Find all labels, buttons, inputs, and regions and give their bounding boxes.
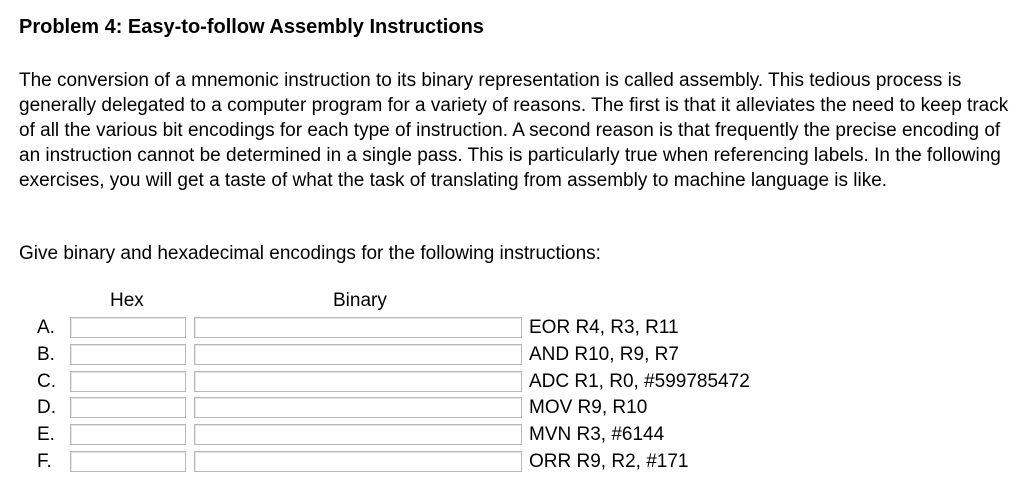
binary-input-c[interactable] [194, 371, 522, 392]
answer-table [0, 315, 1024, 476]
row-letter: A. [37, 317, 55, 338]
binary-input-d[interactable] [194, 397, 522, 418]
answer-row-b [0, 342, 1024, 369]
answer-row-c [0, 369, 1024, 396]
binary-input-e[interactable] [194, 424, 522, 445]
instruction-text: MOV R9, R10 [529, 397, 648, 419]
instruction-text: ORR R9, R2, #171 [529, 450, 689, 472]
row-letter: C. [37, 370, 56, 392]
row-letter: B. [37, 343, 55, 365]
instructions-prompt: Give binary and hexadecimal encodings for the following instructions: [19, 243, 601, 264]
binary-column-header: Binary [333, 290, 387, 311]
binary-input-a[interactable] [194, 317, 522, 338]
row-letter: D. [37, 397, 56, 419]
hex-input-d[interactable] [70, 397, 186, 418]
hex-input-f[interactable] [70, 451, 186, 472]
answer-row-d [0, 395, 1024, 422]
hex-input-e[interactable] [70, 424, 186, 445]
binary-input-b[interactable] [194, 344, 522, 365]
row-letter: E. [37, 424, 55, 446]
instruction-text: ADC R1, R0, #599785472 [529, 370, 750, 392]
answer-row-f [0, 449, 1024, 476]
instruction-text: MVN R3, #6144 [529, 424, 665, 446]
problem-title: Problem 4: Easy-to-follow Assembly Instructions [19, 16, 484, 38]
hex-input-c[interactable] [70, 371, 186, 392]
answer-row-e [0, 422, 1024, 449]
instruction-text: EOR R4, R3, R11 [529, 317, 679, 338]
hex-input-b[interactable] [70, 344, 186, 365]
intro-paragraph: The conversion of a mnemonic instruction to its binary representation is called assembly. This tedious process is generally delegated to a computer program for a variety of reasons. The first is that it alleviates the need to keep track of all the various bit encodings for each type of instruction. A second reason is that frequently the precise encoding of an instruction cannot be determined in a single pass. This is particularly true when referencing labels. In the following exercises, you will get a taste of what the task of translating from assembly to machine language is like. [19, 70, 1009, 191]
binary-input-f[interactable] [194, 451, 522, 472]
row-letter: F. [37, 450, 52, 472]
instruction-text: AND R10, R9, R7 [529, 343, 679, 365]
answer-row-a [0, 315, 1024, 342]
hex-column-header: Hex [110, 290, 144, 311]
hex-input-a[interactable] [70, 317, 186, 338]
